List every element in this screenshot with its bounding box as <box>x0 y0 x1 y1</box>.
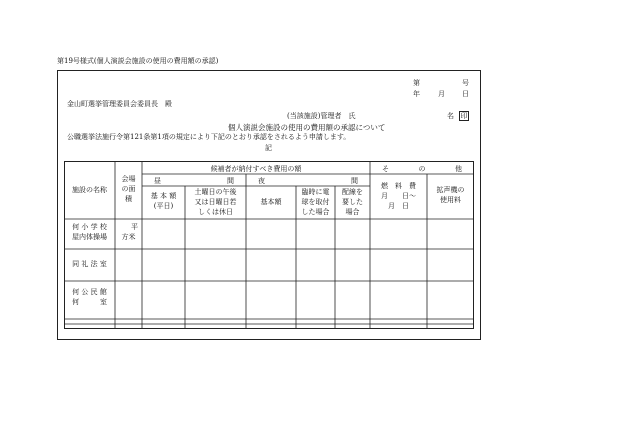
header-nighttime: 夜 間 <box>258 177 358 185</box>
number-dai: 第 <box>413 79 420 87</box>
header-candidate-fees: 候補者が納付すべき費用の額 <box>210 165 302 173</box>
body-text: 公職選挙法施行令第121条第1項の規定により下記のとおり承認をされるよう申請します。 <box>67 133 351 141</box>
header-night-wiring: 配線を 要した 場合 <box>342 188 363 216</box>
manager-title: (当該施設)管理者 氏 <box>287 112 356 120</box>
header-daytime: 昼 間 <box>154 177 234 185</box>
row-3-facility: 何 公 民 館 何 室 <box>72 288 107 306</box>
header-other: そ の 他 <box>382 165 462 173</box>
row-2-facility: 同 礼 法 室 <box>72 260 107 268</box>
subject-line: 個人演説会施設の使用の費用額の承認について <box>228 123 386 132</box>
date-month: 月 <box>438 90 445 98</box>
seal-mark: 印 <box>460 112 468 120</box>
application-table <box>64 161 474 329</box>
ki-mark: 記 <box>265 144 272 152</box>
row-1-area-unit: 平 方米 <box>121 223 138 241</box>
header-day-basic: 基 本 額 (平日) <box>150 192 177 210</box>
header-night-temp-lighting: 臨時に電 球を取付 した場合 <box>301 188 330 216</box>
header-area: 会場 の面 積 <box>121 175 136 203</box>
header-fuel-cost: 燃 料 費 月 日～ 月 日 <box>381 182 416 210</box>
header-speaker-fee: 拡声機の 使用料 <box>436 186 465 204</box>
number-go: 号 <box>462 79 469 87</box>
row-1-facility: 何 小 学 校 屋内体操場 <box>72 223 107 241</box>
header-facility-name: 施設の名称 <box>72 186 107 194</box>
date-year: 年 <box>413 90 420 98</box>
date-day: 日 <box>462 90 469 98</box>
header-day-holiday: 土曜日の午後 又は日曜日若 しくは休日 <box>194 188 237 216</box>
header-night-basic: 基本額 <box>260 198 282 206</box>
form-label: 第19号様式(個人演説会施設の使用の費用額の承認) <box>57 57 219 65</box>
addressee: 金山町選挙管理委員会委員長 殿 <box>67 100 172 108</box>
manager-name-suffix: 名 <box>447 112 454 120</box>
